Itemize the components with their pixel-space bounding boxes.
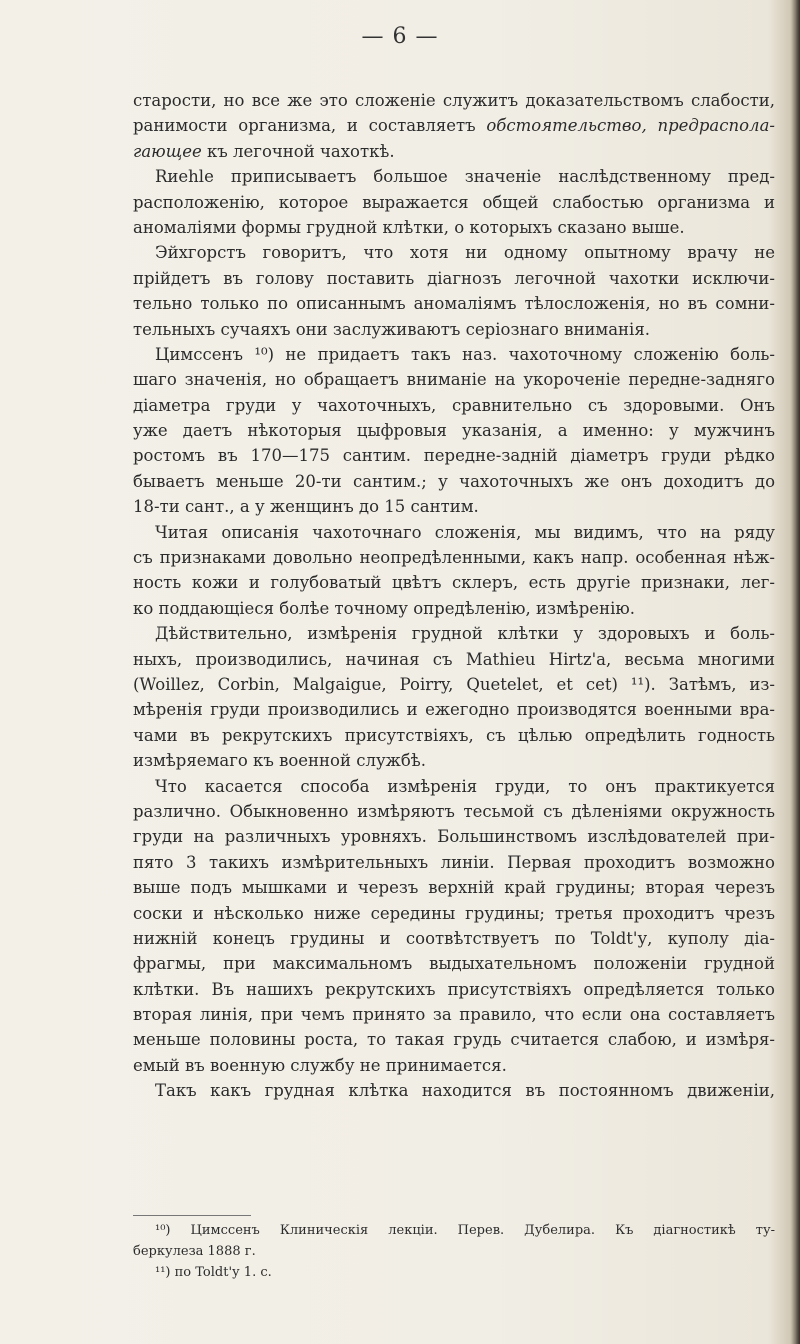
text-line: груди на различныхъ уровняхъ. Большинствомъ изслѣдователей при- xyxy=(133,827,775,847)
text-line: Цимссенъ ¹⁰) не придаетъ такъ наз. чахоточному сложенію боль- xyxy=(155,344,775,364)
text-line: различно. Обыкновенно измѣряютъ тесьмой съ дѣленіями окружность xyxy=(133,801,775,821)
text-line: съ признаками довольно неопредѣленными, какъ напр. особенная нѣж- xyxy=(133,548,775,568)
text-line: шаго значенія, но обращаетъ вниманіе на укороченіе передне-задняго xyxy=(133,370,775,390)
text-line: ныхъ, производились, начиная съ Mathieu Hirtz'a, весьма многими xyxy=(133,649,775,669)
text-line: чами въ рекрутскихъ присутствіяхъ, съ цѣлью опредѣлить годность xyxy=(133,725,775,745)
text-line: ко поддающіеся болѣе точному опредѣленію, измѣренію. xyxy=(133,598,635,618)
text-line: уже даетъ нѣкоторыя цыфровыя указанія, а именно: у мужчинъ xyxy=(133,421,775,441)
text-line: старости, но все же это сложеніе служитъ доказательствомъ слабости, xyxy=(133,91,775,110)
text-line: 18-ти сант., а у женщинъ до 15 сантим. xyxy=(133,497,479,517)
text-line: емый въ военную службу не принимается. xyxy=(133,1055,507,1075)
emphasis-text: обстоятельство, предраспола- xyxy=(486,116,775,136)
text-line: соски и нѣсколько ниже середины грудины; третья проходитъ чрезъ xyxy=(133,903,775,923)
text-line: Что касается способа измѣренія груди, то онъ практикуется xyxy=(155,776,775,796)
text-line: Такъ какъ грудная клѣтка находится въ постоянномъ движеніи, xyxy=(155,1081,775,1101)
text-line: гающее къ легочной чахоткѣ. xyxy=(133,141,395,161)
text-line: меньше половины роста, то такая грудь считается слабою, и измѣря- xyxy=(133,1030,775,1050)
text-line: тельныхъ сучаяхъ они заслуживаютъ серіознаго вниманія. xyxy=(133,319,650,339)
footnote-line: ¹¹) по Toldt'у 1. с. xyxy=(155,1265,272,1280)
page-edge-shadow xyxy=(790,0,800,1344)
text-line: ростомъ въ 170—175 сантим. передне-задній діаметръ груди рѣдко xyxy=(133,446,775,466)
text-line: прійдетъ въ голову поставить діагнозъ легочной чахотки исключи- xyxy=(133,268,775,288)
body-text xyxy=(133,88,775,1104)
text-line: фрагмы, при максимальномъ выдыхательномъ положеніи грудной xyxy=(133,954,775,974)
text-line: расположенію, которое выражается общей слабостью организма и xyxy=(133,192,775,212)
text-line: бываетъ меньше 20-ти сантим.; у чахоточныхъ же онъ доходитъ до xyxy=(133,471,775,491)
text-line: выше подъ мышками и черезъ верхній край грудины; вторая черезъ xyxy=(133,878,775,898)
text-line: вторая линія, при чемъ принято за правило, что если она составляетъ xyxy=(133,1005,775,1025)
text-line: аномаліями формы грудной клѣтки, о которыхъ сказано выше. xyxy=(133,217,685,237)
footnote-separator xyxy=(133,1215,251,1216)
text-line: измѣряемаго къ военной службѣ. xyxy=(133,751,426,771)
text-line: пято 3 такихъ измѣрительныхъ линіи. Первая проходитъ возможно xyxy=(133,852,775,872)
text-line: Rиеhlе приписываетъ большое значеніе наслѣдственному пред- xyxy=(155,167,775,187)
text-line: мѣренія груди производились и ежегодно производятся военными вра- xyxy=(133,700,775,720)
text-line: ность кожи и голубоватый цвѣтъ склеръ, есть другіе признаки, лег- xyxy=(133,573,775,593)
emphasis-text: гающее xyxy=(133,141,202,161)
footnote-line: беркулеза 1888 г. xyxy=(133,1244,256,1259)
text-line: нижній конецъ грудины и соотвѣтствуетъ по Toldt'у, куполу діа- xyxy=(133,928,775,948)
footnotes xyxy=(133,1220,775,1283)
footnote-line: ¹⁰) Цимссенъ Клиническія лекціи. Перев. Дубелира. Къ діагностикѣ ту- xyxy=(155,1223,775,1238)
text-line: Дѣйствительно, измѣренія грудной клѣтки у здоровыхъ и боль- xyxy=(155,624,775,644)
text-line: (Woillez, Corbin, Malgaigue, Poirry, Quetelet, et cet) ¹¹). Затѣмъ, из- xyxy=(133,674,775,694)
page-number: — 6 — xyxy=(361,24,439,49)
text-line: ранимости организма, и составляетъ обстоятельство, предраспола- xyxy=(133,116,775,136)
text-line: Читая описанія чахоточнаго сложенія, мы видимъ, что на ряду xyxy=(155,522,775,542)
text-line: тельно только по описаннымъ аномаліямъ тѣлосложенія, но въ сомни- xyxy=(133,294,775,314)
text-line: Эйхгорстъ говоритъ, что хотя ни одному опытному врачу не xyxy=(155,243,775,263)
text-line: діаметра груди у чахоточныхъ, сравнительно съ здоровыми. Онъ xyxy=(133,395,775,415)
text-line: клѣтки. Въ нашихъ рекрутскихъ присутствіяхъ опредѣляется только xyxy=(133,979,775,999)
